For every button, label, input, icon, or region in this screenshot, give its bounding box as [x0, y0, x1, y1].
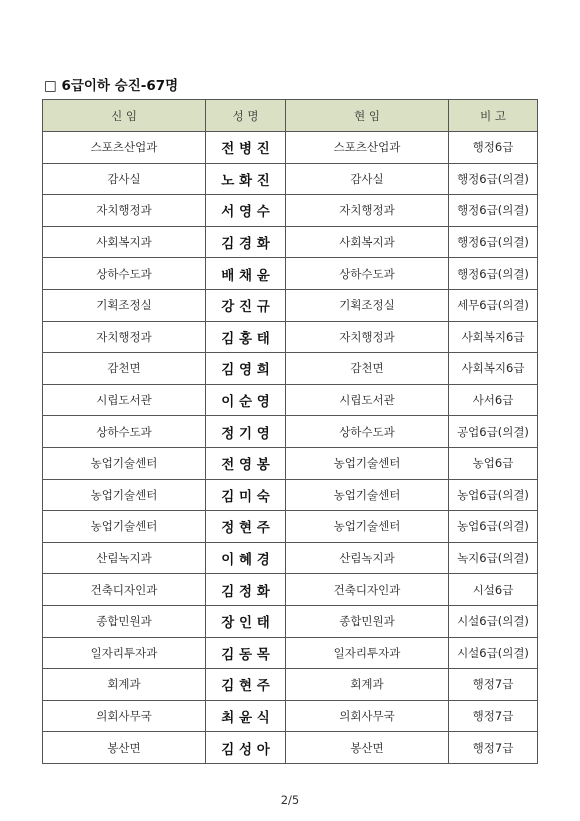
- note-cell: 행정6급: [449, 132, 538, 164]
- table-row: [43, 163, 538, 195]
- section-heading: □ 6급이하 승진-67명: [44, 78, 179, 94]
- name-cell: 이 혜 경: [206, 542, 286, 574]
- table-row: [43, 289, 538, 321]
- table-header: [43, 100, 538, 132]
- new-post-cell: 시립도서관: [43, 384, 206, 416]
- note-cell: 사회복지6급: [449, 321, 538, 353]
- note-cell: 행정7급: [449, 732, 538, 764]
- new-post-cell: 농업기술센터: [43, 511, 206, 543]
- table-row: [43, 479, 538, 511]
- name-cell: 김 정 화: [206, 574, 286, 606]
- current-post-cell: 회계과: [286, 669, 449, 701]
- table-row: [43, 321, 538, 353]
- current-post-cell: 일자리투자과: [286, 637, 449, 669]
- current-post-cell: 스포츠산업과: [286, 132, 449, 164]
- promotion-table: [42, 99, 538, 764]
- new-post-cell: 스포츠산업과: [43, 132, 206, 164]
- current-post-cell: 상하수도과: [286, 416, 449, 448]
- name-cell: 김 성 아: [206, 732, 286, 764]
- current-post-cell: 자치행정과: [286, 321, 449, 353]
- current-post-cell: 건축디자인과: [286, 574, 449, 606]
- table-row: [43, 226, 538, 258]
- new-post-cell: 농업기술센터: [43, 479, 206, 511]
- current-post-cell: 기획조정실: [286, 289, 449, 321]
- note-cell: 행정6급(의결): [449, 163, 538, 195]
- current-post-cell: 봉산면: [286, 732, 449, 764]
- new-post-cell: 감천면: [43, 353, 206, 385]
- new-post-cell: 산림녹지과: [43, 542, 206, 574]
- column-header-note: 비 고: [449, 100, 538, 132]
- name-cell: 김 미 숙: [206, 479, 286, 511]
- current-post-cell: 시립도서관: [286, 384, 449, 416]
- name-cell: 김 현 주: [206, 669, 286, 701]
- table-row: [43, 732, 538, 764]
- new-post-cell: 상하수도과: [43, 416, 206, 448]
- note-cell: 공업6급(의결): [449, 416, 538, 448]
- note-cell: 행정7급: [449, 669, 538, 701]
- current-post-cell: 감천면: [286, 353, 449, 385]
- name-cell: 배 채 윤: [206, 258, 286, 290]
- new-post-cell: 상하수도과: [43, 258, 206, 290]
- table-row: [43, 353, 538, 385]
- table-row: [43, 511, 538, 543]
- table-row: [43, 700, 538, 732]
- name-cell: 노 화 진: [206, 163, 286, 195]
- note-cell: 사회복지6급: [449, 353, 538, 385]
- note-cell: 시설6급(의결): [449, 637, 538, 669]
- table-row: [43, 195, 538, 227]
- current-post-cell: 농업기술센터: [286, 479, 449, 511]
- new-post-cell: 자치행정과: [43, 321, 206, 353]
- note-cell: 행정6급(의결): [449, 258, 538, 290]
- current-post-cell: 의회사무국: [286, 700, 449, 732]
- note-cell: 녹지6급(의결): [449, 542, 538, 574]
- table-row: [43, 132, 538, 164]
- table-row: [43, 574, 538, 606]
- current-post-cell: 농업기술센터: [286, 511, 449, 543]
- note-cell: 농업6급: [449, 447, 538, 479]
- current-post-cell: 감사실: [286, 163, 449, 195]
- name-cell: 서 영 수: [206, 195, 286, 227]
- new-post-cell: 회계과: [43, 669, 206, 701]
- new-post-cell: 건축디자인과: [43, 574, 206, 606]
- column-header-name: 성 명: [206, 100, 286, 132]
- table-row: [43, 416, 538, 448]
- current-post-cell: 상하수도과: [286, 258, 449, 290]
- note-cell: 행정6급(의결): [449, 195, 538, 227]
- current-post-cell: 종합민원과: [286, 605, 449, 637]
- name-cell: 김 경 화: [206, 226, 286, 258]
- new-post-cell: 자치행정과: [43, 195, 206, 227]
- current-post-cell: 자치행정과: [286, 195, 449, 227]
- new-post-cell: 일자리투자과: [43, 637, 206, 669]
- note-cell: 사서6급: [449, 384, 538, 416]
- page-number: 2/5: [280, 793, 300, 807]
- name-cell: 정 현 주: [206, 511, 286, 543]
- new-post-cell: 의회사무국: [43, 700, 206, 732]
- name-cell: 김 동 목: [206, 637, 286, 669]
- table-row: [43, 542, 538, 574]
- new-post-cell: 종합민원과: [43, 605, 206, 637]
- new-post-cell: 농업기술센터: [43, 447, 206, 479]
- name-cell: 김 홍 태: [206, 321, 286, 353]
- name-cell: 정 기 영: [206, 416, 286, 448]
- note-cell: 행정6급(의결): [449, 226, 538, 258]
- current-post-cell: 사회복지과: [286, 226, 449, 258]
- note-cell: 농업6급(의결): [449, 479, 538, 511]
- new-post-cell: 기획조정실: [43, 289, 206, 321]
- note-cell: 시설6급(의결): [449, 605, 538, 637]
- table-row: [43, 605, 538, 637]
- name-cell: 최 윤 식: [206, 700, 286, 732]
- table-row: [43, 669, 538, 701]
- name-cell: 장 인 태: [206, 605, 286, 637]
- name-cell: 김 영 희: [206, 353, 286, 385]
- new-post-cell: 사회복지과: [43, 226, 206, 258]
- note-cell: 농업6급(의결): [449, 511, 538, 543]
- table-row: [43, 384, 538, 416]
- note-cell: 세무6급(의결): [449, 289, 538, 321]
- current-post-cell: 농업기술센터: [286, 447, 449, 479]
- table-row: [43, 637, 538, 669]
- name-cell: 전 영 봉: [206, 447, 286, 479]
- note-cell: 행정7급: [449, 700, 538, 732]
- new-post-cell: 봉산면: [43, 732, 206, 764]
- current-post-cell: 산림녹지과: [286, 542, 449, 574]
- column-header-new-post: 신 임: [43, 100, 206, 132]
- column-header-current-post: 현 임: [286, 100, 449, 132]
- table-body: [43, 132, 538, 764]
- new-post-cell: 감사실: [43, 163, 206, 195]
- table-row: [43, 258, 538, 290]
- name-cell: 이 순 영: [206, 384, 286, 416]
- note-cell: 시설6급: [449, 574, 538, 606]
- name-cell: 강 진 규: [206, 289, 286, 321]
- table-row: [43, 447, 538, 479]
- name-cell: 전 병 진: [206, 132, 286, 164]
